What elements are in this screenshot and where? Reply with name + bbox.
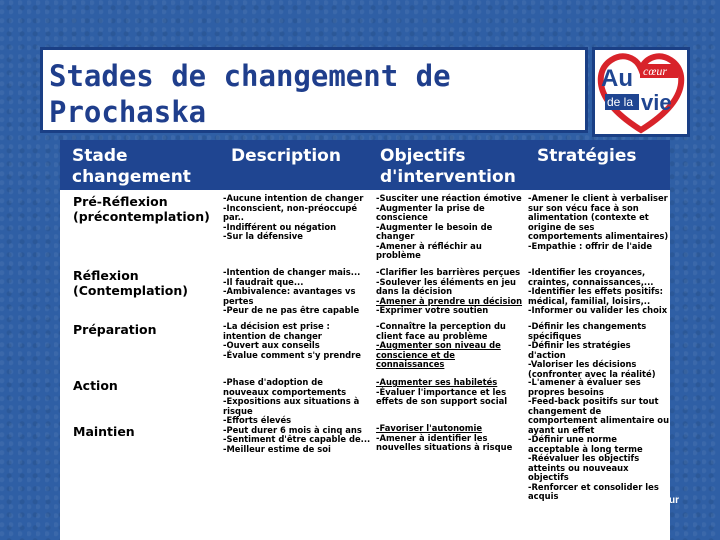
description-prereflexion: -Aucune intention de changer -Inconscient, non-préoccupé par.. -Indifférent ou négation -Sur la défensive xyxy=(223,193,364,241)
logo-box xyxy=(592,47,690,137)
page-title-line1: Stades de changement de xyxy=(49,59,451,93)
header-description: Description xyxy=(231,146,341,166)
logo-dela-text: de la xyxy=(607,95,634,109)
objectives-preparation: -Connaître la perception du client face au problème -Augmenter son niveau de conscience et de connaissances xyxy=(376,321,506,369)
table-header-row xyxy=(60,140,670,190)
strategies-reflexion: -Identifier les croyances, craintes, connaissances,... -Identifier les effets positifs: médical, familial, loisirs,.. -Informer ou valider les choix xyxy=(528,267,668,315)
stage-action: Action xyxy=(73,378,118,393)
description-action: -Phase d'adoption de nouveaux comportements -Expositions aux situations à risque -Efforts élevés -Peut durer 6 mois à cinq ans -Sentiment d'être capable de... -Meilleur estime de soi xyxy=(223,377,371,454)
objectives-action: -Augmenter ses habiletés -Évaluer l'importance et les effets de son support social xyxy=(376,377,508,406)
page-title-line2: Prochaska xyxy=(49,95,207,129)
header-stage: Stade changement xyxy=(72,146,191,187)
strategies-preparation: -Définir les changements spécifiques -Définir les stratégies d'action -Valoriser les décisions (confronter avec la réalité) xyxy=(528,321,656,379)
logo-coeur-text: cœur xyxy=(643,64,667,78)
stage-preparation: Préparation xyxy=(73,322,157,337)
stage-reflexion: Réflexion (Contemplation) xyxy=(73,268,188,298)
description-reflexion: -Intention de changer mais... -Il faudrait que... -Ambivalence: avantages vs pertes -Peur de ne pas être capable xyxy=(223,267,361,315)
objectives-maintien: -Favoriser l'autonomie -Amener à identifier les nouvelles situations à risque xyxy=(376,423,513,452)
heart-logo-icon xyxy=(595,50,687,134)
objectives-reflexion: -Clarifier les barrières perçues -Soulever les éléments en jeu dans la décision -Amener à prendre un décision -Exprimer votre soutien xyxy=(376,267,523,315)
footer-text: cœur xyxy=(654,495,679,506)
strategies-prereflexion: -Amener le client à verbaliser sur son vécu face à son alimentation (contexte et origine de ses comportements alimentaires) -Empathie : offrir de l'aide xyxy=(528,193,669,251)
stage-prereflexion: Pré-Réflexion (précontemplation) xyxy=(73,194,210,224)
logo-au-text: Au xyxy=(601,65,633,92)
header-objectives: Objectifs d'intervention xyxy=(380,146,516,187)
prochaska-table xyxy=(60,140,670,540)
stage-maintien: Maintien xyxy=(73,424,135,439)
title-box xyxy=(40,47,588,133)
logo-vie-text: vie xyxy=(641,90,672,115)
objectives-prereflexion: -Susciter une réaction émotive -Augmenter la prise de conscience -Augmenter le besoin de changer -Amener à réfléchir au problème xyxy=(376,193,522,260)
strategies-action: -L'amener à évaluer ses propres besoins -Feed-back positifs sur tout changement de comportement alimentaire ou ayant un effet -Définir une norme acceptable à long terme -Réévaluer les objectifs atteints ou nouveaux objectifs -Renforcer et consolider les acquis xyxy=(528,377,670,501)
description-preparation: -La décision est prise : intention de changer -Ouvert aux conseils -Évalue comment s'y prendre xyxy=(223,321,361,360)
header-strategies: Stratégies xyxy=(537,146,637,166)
